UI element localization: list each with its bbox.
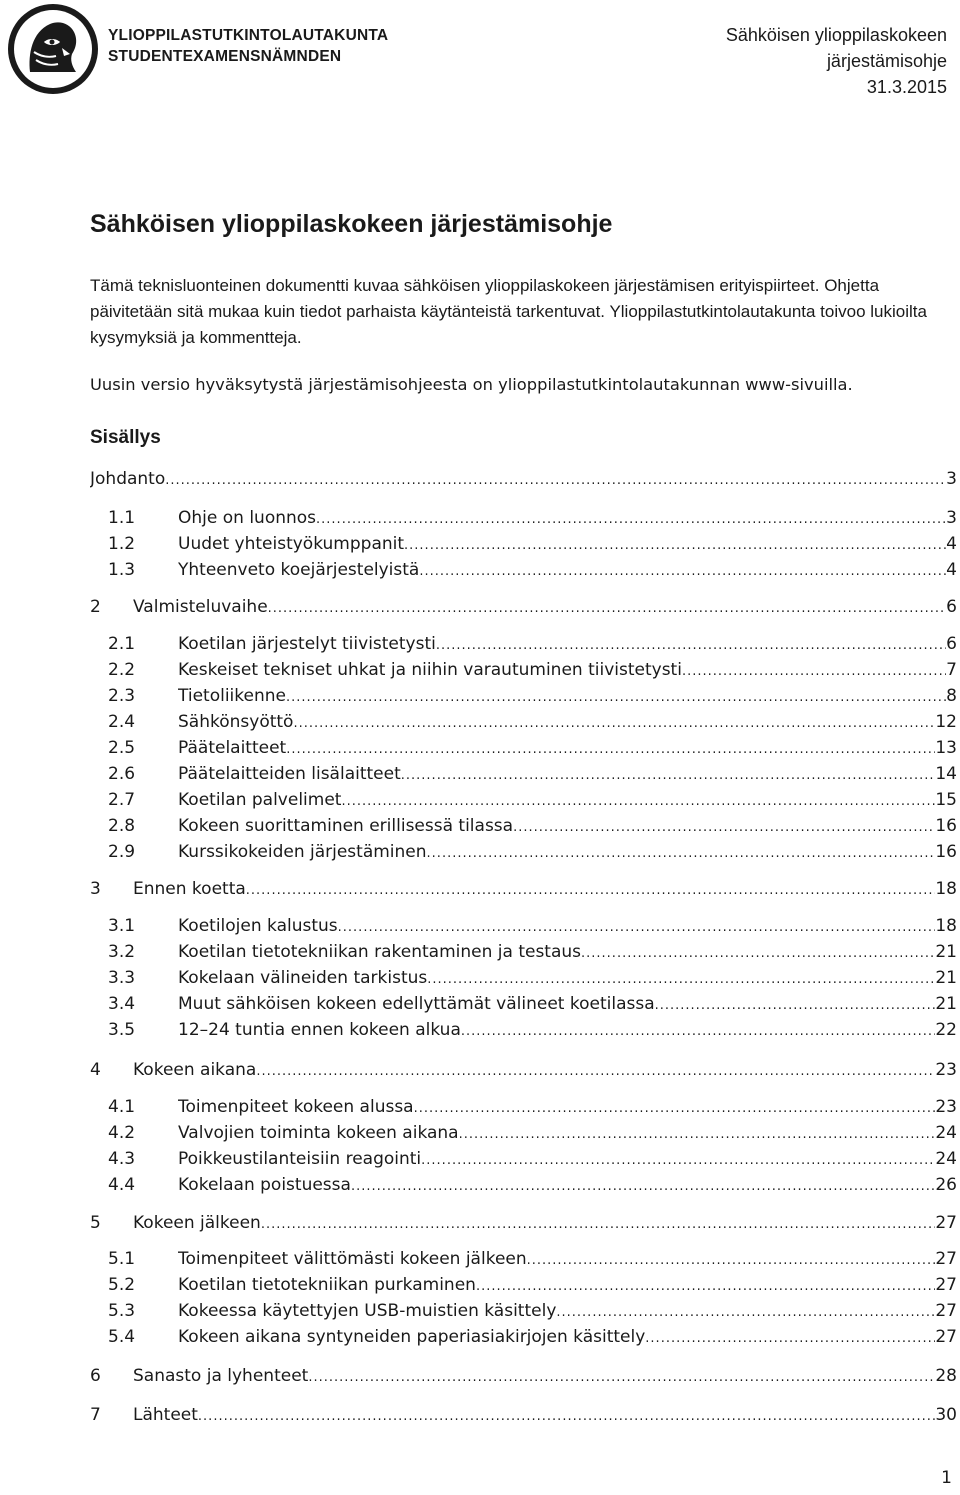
toc-entry-number: 4.3 xyxy=(108,1149,136,1169)
toc-dot-leader xyxy=(308,1366,935,1390)
toc-entry-page: 13 xyxy=(935,738,957,758)
toc-entry-page: 4 xyxy=(946,534,957,554)
toc-entry-page: 8 xyxy=(946,686,957,706)
toc-dot-leader xyxy=(645,1327,935,1351)
toc-dot-leader xyxy=(246,879,936,903)
toc-entry-label: Kokeen aikana syntyneiden paperiasiakirjojen käsittely xyxy=(178,1327,646,1347)
toc-entry[interactable] xyxy=(0,1121,960,1145)
toc-entry[interactable] xyxy=(0,992,960,1016)
toc-entry-number: 3 xyxy=(90,879,101,899)
toc-dot-leader xyxy=(414,1097,936,1121)
toc-entry-label: Koetilan palvelimet xyxy=(178,790,342,810)
toc-entry[interactable] xyxy=(0,1403,960,1427)
toc-entry[interactable] xyxy=(0,467,960,491)
intro-paragraph: Tämä teknisluonteinen dokumentti kuvaa sähköisen ylioppilaskokeen järjestämisen erityispiirteet. Ohjetta päivitetään sitä mukaa kuin tiedot parhaista käytänteistä tarkentuvat. Ylioppilastutkintolautakunta toivoo lukioilta kysymyksiä ja kommentteja. xyxy=(90,276,927,347)
toc-entry-page: 18 xyxy=(935,916,957,936)
toc-entry-page: 21 xyxy=(935,994,957,1014)
toc-entry-number: 2.8 xyxy=(108,816,136,836)
toc-entry-label: Kokelaan välineiden tarkistus xyxy=(178,968,428,988)
toc-entry-page: 6 xyxy=(946,597,957,617)
toc-entry-page: 15 xyxy=(935,790,957,810)
toc-entry-page: 7 xyxy=(946,660,957,680)
toc-entry-number: 2.4 xyxy=(108,712,136,732)
toc-entry-label: Kurssikokeiden järjestäminen xyxy=(178,842,427,862)
toc-entry-page: 27 xyxy=(935,1249,957,1269)
toc-entry-label: Johdanto xyxy=(90,469,166,489)
toc-entry-number: 3.2 xyxy=(108,942,136,962)
toc-entry-page: 4 xyxy=(946,560,957,580)
toc-dot-leader xyxy=(293,712,935,736)
toc-entry-page: 18 xyxy=(935,879,957,899)
toc-entry[interactable] xyxy=(0,940,960,964)
toc-entry[interactable] xyxy=(0,762,960,786)
toc-entry-page: 26 xyxy=(935,1175,957,1195)
toc-entry-label: Keskeiset tekniset uhkat ja niihin varautuminen tiivistetysti xyxy=(178,660,682,680)
toc-entry-page: 16 xyxy=(935,816,957,836)
toc-entry-label: Ennen koetta xyxy=(133,879,246,899)
toc-entry-number: 3.3 xyxy=(108,968,136,988)
toc-entry-number: 3.4 xyxy=(108,994,136,1014)
toc-entry-number: 5 xyxy=(90,1213,101,1233)
toc-entry[interactable] xyxy=(0,595,960,619)
toc-entry-number: 1.2 xyxy=(108,534,136,554)
toc-dot-leader xyxy=(459,1123,936,1147)
toc-entry-number: 2.1 xyxy=(108,634,136,654)
toc-entry[interactable] xyxy=(0,1364,960,1388)
toc-dot-leader xyxy=(556,1301,935,1325)
toc-entry-number: 7 xyxy=(90,1405,101,1425)
doc-title-line2: järjestämisohje xyxy=(826,51,947,71)
toc-entry-number: 3.5 xyxy=(108,1020,136,1040)
toc-entry-label: Yhteenveto koejärjestelyistä xyxy=(178,560,420,580)
toc-dot-leader xyxy=(476,1275,935,1299)
toc-entry-page: 14 xyxy=(935,764,957,784)
toc-dot-leader xyxy=(268,597,947,621)
toc-entry-page: 27 xyxy=(935,1213,957,1233)
toc-entry[interactable] xyxy=(0,632,960,656)
toc-entry[interactable] xyxy=(0,532,960,556)
toc-entry-page: 3 xyxy=(946,469,957,489)
toc-entry-label: Valmisteluvaihe xyxy=(133,597,268,617)
toc-entry[interactable] xyxy=(0,1299,960,1323)
page-header xyxy=(0,0,960,110)
toc-entry-label: Tietoliikenne xyxy=(178,686,286,706)
toc-entry-label: Kokeen aikana xyxy=(133,1060,257,1080)
toc-entry[interactable] xyxy=(0,1173,960,1197)
document-info xyxy=(726,22,947,100)
doc-date: 31.3.2015 xyxy=(866,77,947,97)
toc-entry-label: Koetilojen kalustus xyxy=(178,916,338,936)
toc-entry-page: 16 xyxy=(935,842,957,862)
toc-dot-leader xyxy=(682,660,946,684)
toc-entry-label: 12–24 tuntia ennen kokeen alkua xyxy=(178,1020,461,1040)
toc-entry-label: Sanasto ja lyhenteet xyxy=(133,1366,309,1386)
toc-entry-page: 6 xyxy=(946,634,957,654)
doc-title-line1: Sähköisen ylioppilaskokeen xyxy=(725,25,947,45)
toc-entry[interactable] xyxy=(0,1325,960,1349)
toc-dot-leader xyxy=(338,916,936,940)
toc-entry[interactable] xyxy=(0,684,960,708)
toc-entry[interactable] xyxy=(0,788,960,812)
toc-entry-label: Toimenpiteet kokeen alussa xyxy=(178,1097,414,1117)
toc-entry[interactable] xyxy=(0,506,960,530)
version-note: Uusin versio hyväksytystä järjestämisohjeesta on ylioppilastutkintolautakunnan www-sivuilla. xyxy=(90,375,853,394)
toc-dot-leader xyxy=(461,1020,935,1044)
toc-entry[interactable] xyxy=(0,710,960,734)
toc-entry-label: Koetilan tietotekniikan rakentaminen ja testaus xyxy=(178,942,582,962)
toc-entry-number: 2 xyxy=(90,597,101,617)
toc-entry-number: 2.5 xyxy=(108,738,136,758)
toc-entry-label: Päätelaitteiden lisälaitteet xyxy=(178,764,401,784)
toc-entry-label: Lähteet xyxy=(133,1405,198,1425)
toc-dot-leader xyxy=(351,1175,935,1199)
toc-dot-leader xyxy=(404,534,946,558)
toc-entry-label: Poikkeustilanteisiin reagointi xyxy=(178,1149,422,1169)
toc-entry[interactable] xyxy=(0,1211,960,1235)
org-name-fi: YLIOPPILASTUTKINTOLAUTAKUNTA xyxy=(108,27,389,44)
toc-entry[interactable] xyxy=(0,877,960,901)
toc-entry-page: 22 xyxy=(935,1020,957,1040)
toc-entry[interactable] xyxy=(0,814,960,838)
toc-entry[interactable] xyxy=(0,840,960,864)
toc-entry-page: 27 xyxy=(935,1275,957,1295)
toc-entry-number: 4 xyxy=(90,1060,101,1080)
toc-entry[interactable] xyxy=(0,658,960,682)
toc-entry-label: Päätelaitteet xyxy=(178,738,287,758)
toc-entry-label: Koetilan tietotekniikan purkaminen xyxy=(178,1275,476,1295)
toc-entry-label: Kokelaan poistuessa xyxy=(178,1175,351,1195)
toc-entry-number: 2.3 xyxy=(108,686,136,706)
toc-entry-number: 4.4 xyxy=(108,1175,136,1195)
toc-entry-label: Kokeen jälkeen xyxy=(133,1213,261,1233)
toc-dot-leader xyxy=(401,764,936,788)
toc-entry-label: Koetilan järjestelyt tiivistetysti xyxy=(178,634,436,654)
toc-dot-leader xyxy=(436,634,946,658)
toc-dot-leader xyxy=(421,1149,935,1173)
page-title: Sähköisen ylioppilaskokeen järjestämisohje xyxy=(90,210,613,238)
toc-entry-number: 6 xyxy=(90,1366,101,1386)
toc-entry-number: 4.1 xyxy=(108,1097,136,1117)
page-number: 1 xyxy=(941,1468,952,1488)
toc-heading: Sisällys xyxy=(90,427,161,448)
toc-entry-page: 21 xyxy=(935,942,957,962)
toc-dot-leader xyxy=(427,842,936,866)
org-name xyxy=(108,25,388,67)
toc-entry[interactable] xyxy=(0,736,960,760)
toc-entry-label: Ohje on luonnos xyxy=(178,508,317,528)
toc-entry-label: Sähkönsyöttö xyxy=(178,712,294,732)
toc-entry-number: 5.3 xyxy=(108,1301,136,1321)
toc-dot-leader xyxy=(165,469,946,493)
toc-entry-page: 23 xyxy=(935,1060,957,1080)
toc-entry-label: Muut sähköisen kokeen edellyttämät välineet koetilassa xyxy=(178,994,655,1014)
toc-dot-leader xyxy=(655,994,936,1018)
toc-entry[interactable] xyxy=(0,1018,960,1042)
toc-entry-label: Toimenpiteet välittömästi kokeen jälkeen xyxy=(178,1249,527,1269)
toc-entry-page: 21 xyxy=(935,968,957,988)
toc-entry-number: 3.1 xyxy=(108,916,136,936)
toc-entry-page: 27 xyxy=(935,1301,957,1321)
toc-dot-leader xyxy=(513,816,935,840)
toc-entry-page: 30 xyxy=(935,1405,957,1425)
toc-entry-label: Valvojien toiminta kokeen aikana xyxy=(178,1123,459,1143)
toc-entry-number: 1.3 xyxy=(108,560,136,580)
toc-entry-number: 2.9 xyxy=(108,842,136,862)
toc-entry-number: 2.6 xyxy=(108,764,136,784)
toc-entry[interactable] xyxy=(0,1247,960,1271)
toc-entry-number: 4.2 xyxy=(108,1123,136,1143)
toc-entry-label: Kokeessa käytettyjen USB-muistien käsittely xyxy=(178,1301,557,1321)
toc-dot-leader xyxy=(527,1249,936,1273)
toc-entry[interactable] xyxy=(0,1058,960,1082)
toc-dot-leader xyxy=(286,738,935,762)
toc-dot-leader xyxy=(581,942,935,966)
toc-dot-leader xyxy=(261,1213,936,1237)
toc-entry[interactable] xyxy=(0,1273,960,1297)
toc-entry-number: 5.2 xyxy=(108,1275,136,1295)
toc-entry-page: 23 xyxy=(935,1097,957,1117)
toc-entry-number: 5.1 xyxy=(108,1249,136,1269)
toc-dot-leader xyxy=(341,790,935,814)
toc-entry[interactable] xyxy=(0,966,960,990)
toc-entry-page: 12 xyxy=(935,712,957,732)
toc-entry-number: 5.4 xyxy=(108,1327,136,1347)
toc-entry-page: 27 xyxy=(935,1327,957,1347)
org-name-sv: STUDENTEXAMENSNÄMNDEN xyxy=(108,48,342,65)
toc-entry-number: 1.1 xyxy=(108,508,136,528)
toc-entry[interactable] xyxy=(0,558,960,582)
toc-dot-leader xyxy=(256,1060,935,1084)
toc-entry-page: 24 xyxy=(935,1149,957,1169)
toc-entry-page: 24 xyxy=(935,1123,957,1143)
toc-entry-number: 2.2 xyxy=(108,660,136,680)
toc-dot-leader xyxy=(419,560,946,584)
toc-dot-leader xyxy=(198,1405,935,1429)
owl-logo-icon xyxy=(6,2,100,96)
toc-entry[interactable] xyxy=(0,1147,960,1171)
toc-entry-page: 3 xyxy=(946,508,957,528)
toc-entry-page: 28 xyxy=(935,1366,957,1386)
toc-entry-number: 2.7 xyxy=(108,790,136,810)
toc-entry[interactable] xyxy=(0,914,960,938)
toc-dot-leader xyxy=(427,968,935,992)
toc-entry[interactable] xyxy=(0,1095,960,1119)
toc-entry-label: Kokeen suorittaminen erillisessä tilassa xyxy=(178,816,514,836)
toc-entry-label: Uudet yhteistyökumppanit xyxy=(178,534,405,554)
toc-dot-leader xyxy=(316,508,946,532)
toc-dot-leader xyxy=(286,686,946,710)
